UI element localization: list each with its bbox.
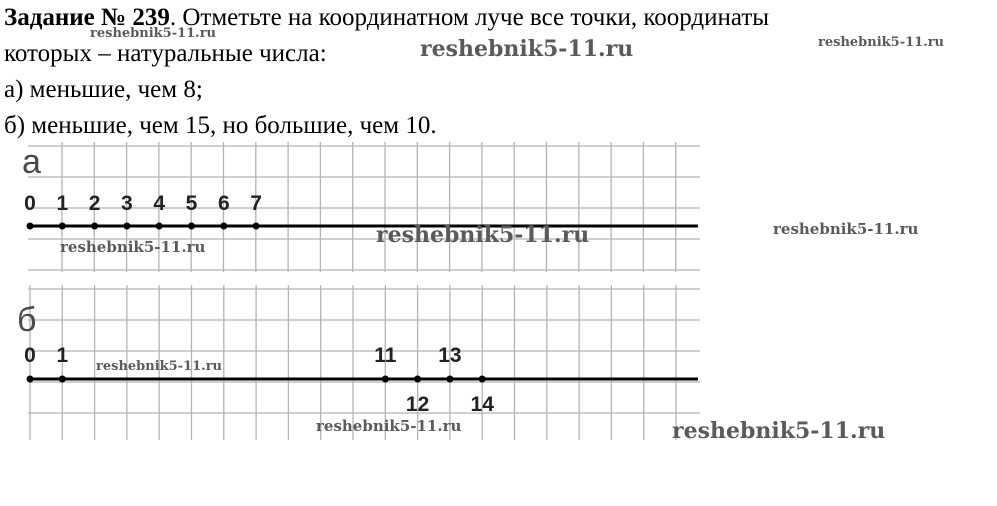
watermark: reshebnik5-11.ru	[90, 26, 217, 41]
point-label-12: 12	[405, 393, 430, 416]
point-5	[188, 223, 195, 230]
task-statement-part-2: которых – натуральные числа:	[4, 40, 327, 67]
watermark: reshebnik5-11.ru	[818, 35, 945, 50]
point-label-1: 1	[56, 192, 69, 215]
watermark: reshebnik5-11.ru	[60, 238, 206, 256]
point-0	[27, 223, 34, 230]
part-b-label: б	[17, 301, 37, 339]
point-label-13: 13	[438, 344, 462, 367]
point-label-2: 2	[88, 192, 101, 215]
point-label-4: 4	[153, 192, 166, 215]
task-item-b: б) меньшие, чем 15, но большие, чем 10.	[4, 112, 437, 139]
point-6	[220, 223, 227, 230]
point-1	[59, 223, 66, 230]
point-label-0: 0	[24, 344, 36, 367]
watermark: reshebnik5-11.ru	[376, 222, 590, 248]
watermark: reshebnik5-11.ru	[672, 418, 886, 444]
task-heading: Задание № 239	[4, 4, 170, 31]
point-3	[123, 223, 130, 230]
point-1	[59, 376, 66, 383]
task-item-a: а) меньшие, чем 8;	[4, 76, 203, 103]
point-14	[479, 376, 486, 383]
points-a	[24, 192, 262, 230]
point-label-3: 3	[121, 192, 133, 215]
point-label-1: 1	[56, 344, 69, 367]
point-label-6: 6	[217, 192, 230, 215]
watermark: reshebnik5-11.ru	[96, 359, 223, 374]
watermark: reshebnik5-11.ru	[773, 220, 919, 238]
point-11	[382, 376, 389, 383]
point-label-0: 0	[24, 192, 36, 215]
point-4	[156, 223, 163, 230]
point-0	[27, 376, 34, 383]
point-12	[414, 376, 421, 383]
point-label-5: 5	[185, 192, 198, 215]
point-7	[253, 223, 260, 230]
point-2	[91, 223, 98, 230]
part-a-label: а	[22, 143, 41, 181]
point-label-7: 7	[250, 192, 262, 215]
watermark: reshebnik5-11.ru	[420, 36, 634, 62]
point-label-14: 14	[470, 393, 494, 416]
task-statement-part-1: . Отметьте на координатном луче все точки, координаты	[169, 4, 770, 31]
watermark: reshebnik5-11.ru	[316, 417, 462, 435]
point-13	[446, 376, 453, 383]
point-label-11: 11	[374, 344, 397, 367]
